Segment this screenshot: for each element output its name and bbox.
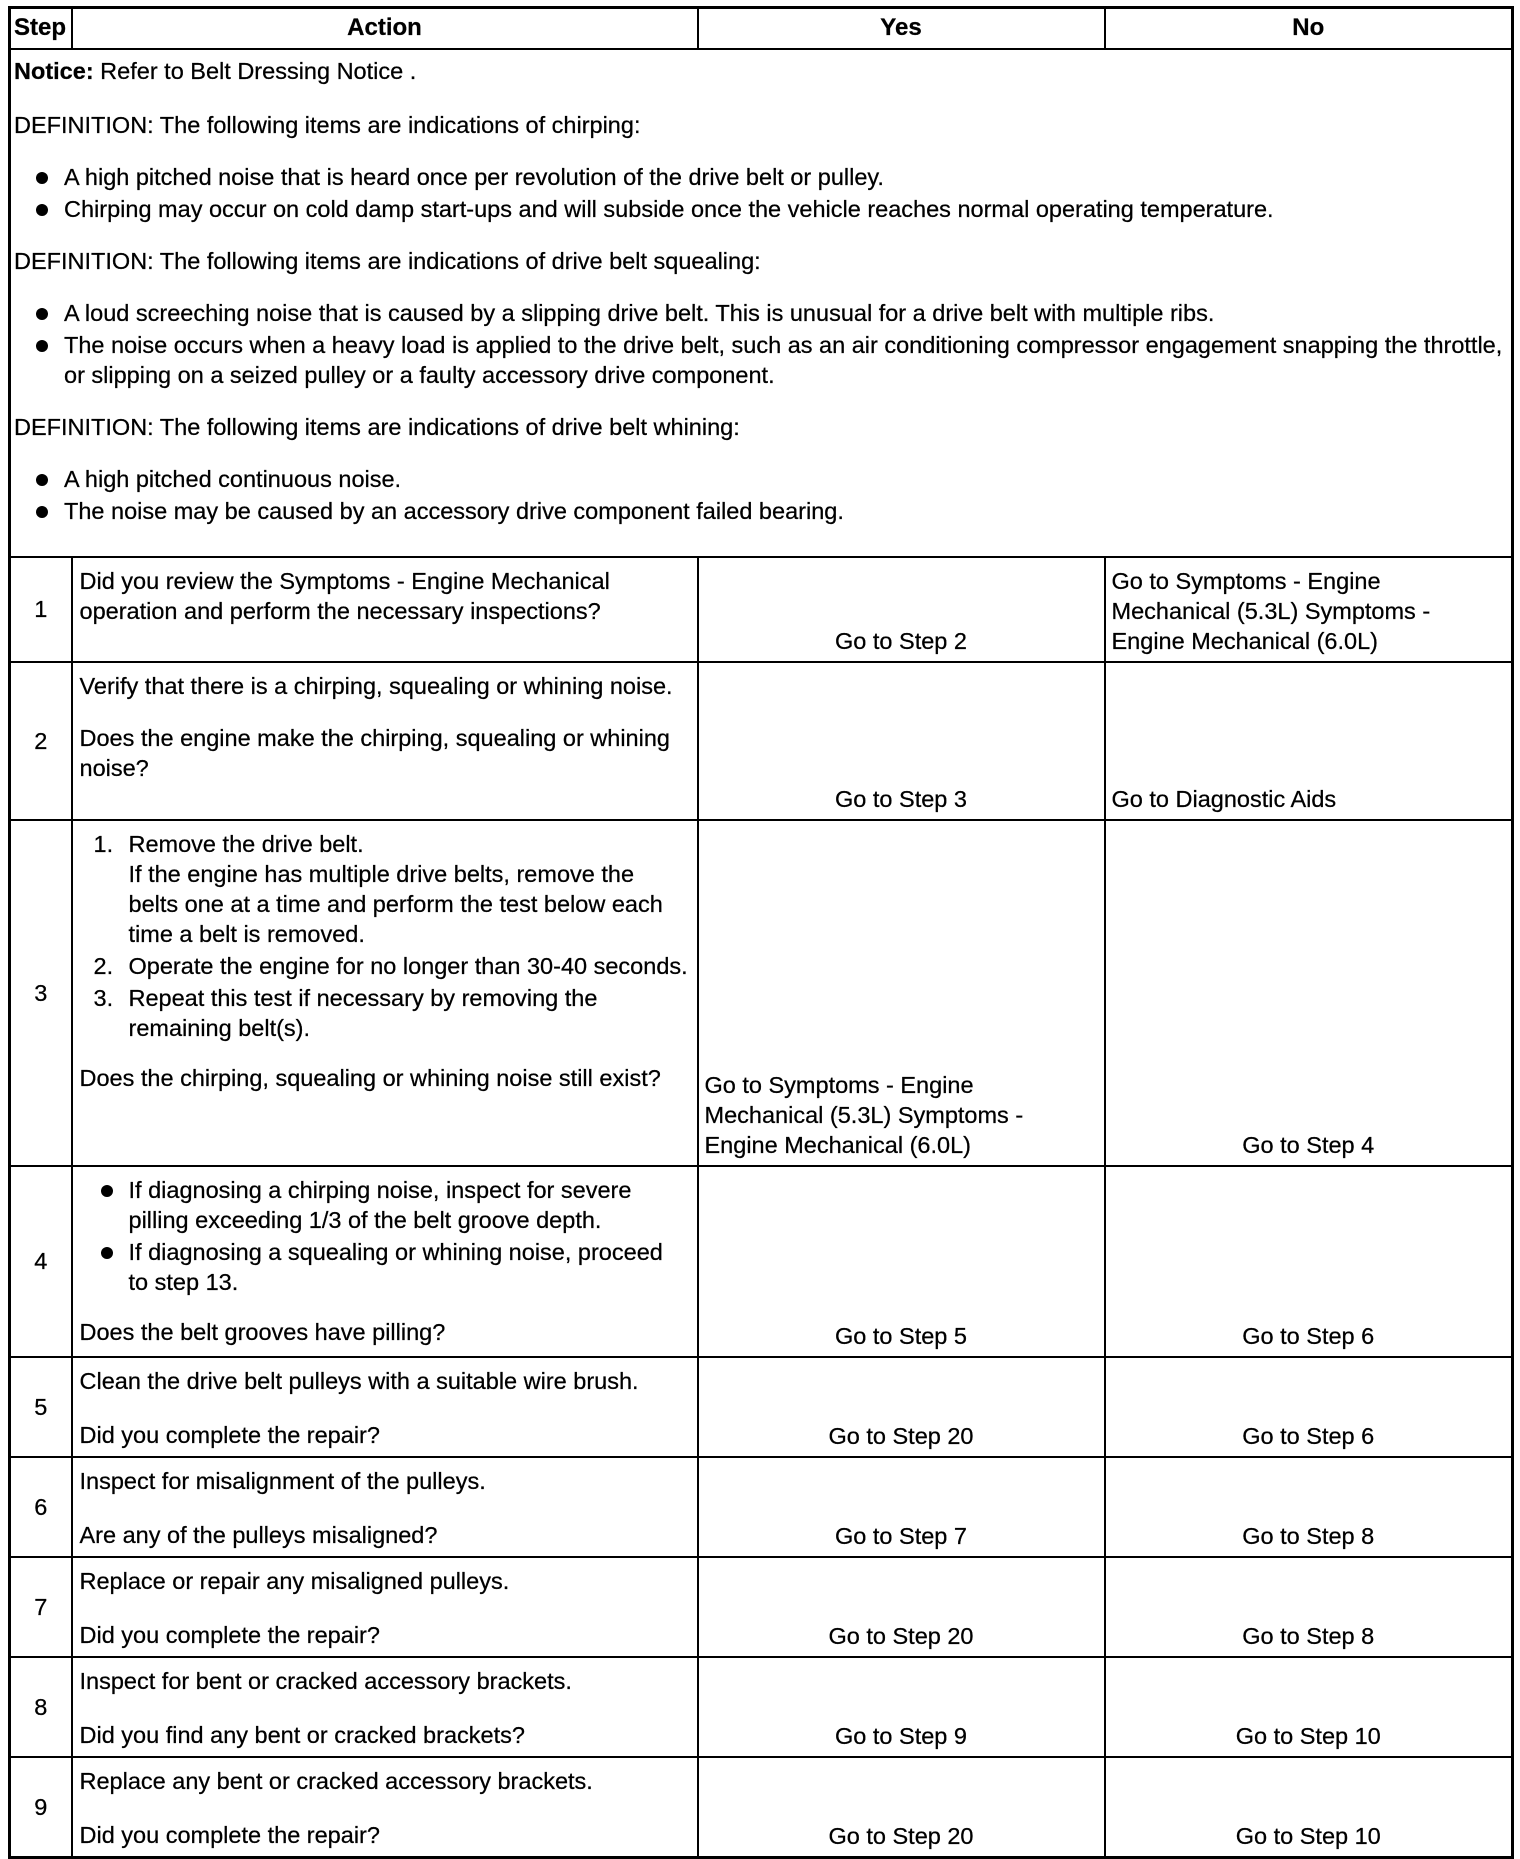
action-question: Does the engine make the chirping, squealing or whining noise? xyxy=(79,724,670,781)
no-cell: Go to Step 6 xyxy=(1105,1357,1513,1457)
bullet-list xyxy=(80,1175,689,1297)
yes-cell: Go to Step 20 xyxy=(698,1357,1105,1457)
substep-number: 2. xyxy=(93,952,114,979)
no-cell: Go to Step 6 xyxy=(1105,1166,1513,1357)
header-no: No xyxy=(1105,8,1513,49)
action-cell xyxy=(72,662,698,820)
no-cell: Go to Symptoms - Engine Mechanical (5.3L) Symptoms - Engine Mechanical (6.0L) xyxy=(1105,557,1513,662)
yes-cell: Go to Step 2 xyxy=(698,557,1105,662)
action-question: Did you complete the repair? xyxy=(79,1821,380,1848)
no-cell: Go to Diagnostic Aids xyxy=(1105,662,1513,820)
bullet-icon xyxy=(36,204,48,216)
list-item xyxy=(80,829,689,949)
substep-list xyxy=(80,829,689,1043)
substep-number: 1. xyxy=(93,830,114,857)
table-row xyxy=(10,1757,1513,1858)
action-text: Inspect for misalignment of the pulleys. xyxy=(79,1467,486,1494)
action-question: Does the chirping, squealing or whining noise still exist? xyxy=(79,1064,661,1091)
notice-text: Refer to Belt Dressing Notice . xyxy=(93,57,417,84)
notice-row xyxy=(10,49,1513,557)
action-question: Are any of the pulleys misaligned? xyxy=(79,1521,438,1548)
step-number: 9 xyxy=(10,1757,72,1858)
action-cell xyxy=(72,557,698,662)
list-item xyxy=(14,194,1505,224)
list-item xyxy=(80,1237,689,1297)
no-cell: Go to Step 10 xyxy=(1105,1757,1513,1858)
action-question: Did you find any bent or cracked brackets? xyxy=(79,1721,525,1748)
step-number: 4 xyxy=(10,1166,72,1357)
list-item xyxy=(80,951,689,981)
list-item xyxy=(14,330,1505,390)
table-row xyxy=(10,820,1513,1166)
header-action: Action xyxy=(72,8,698,49)
no-cell: Go to Step 10 xyxy=(1105,1657,1513,1757)
list-item-text: Chirping may occur on cold damp start-ups and will subside once the vehicle reaches normal operating temperature. xyxy=(64,195,1274,222)
list-item-text: The noise occurs when a heavy load is applied to the drive belt, such as an air conditioning compressor engagement snapping the throttle, or slipping on a seized pulley or a faulty accessory drive component. xyxy=(64,331,1503,388)
action-text: Replace or repair any misaligned pulleys. xyxy=(79,1567,510,1594)
action-question: Did you complete the repair? xyxy=(79,1621,380,1648)
action-cell xyxy=(72,1657,698,1757)
list-item-text: If diagnosing a chirping noise, inspect for severe pilling exceeding 1/3 of the belt groove depth. xyxy=(128,1176,632,1233)
header-row xyxy=(10,8,1513,49)
table-row xyxy=(10,1357,1513,1457)
list-item xyxy=(14,496,1505,526)
substep-number: 3. xyxy=(93,984,114,1011)
table-row xyxy=(10,1557,1513,1657)
no-cell: Go to Step 8 xyxy=(1105,1457,1513,1557)
action-cell xyxy=(72,1457,698,1557)
list-item-text: A high pitched noise that is heard once per revolution of the drive belt or pulley. xyxy=(64,163,884,190)
action-cell xyxy=(72,1357,698,1457)
no-cell: Go to Step 4 xyxy=(1105,820,1513,1166)
yes-cell: Go to Symptoms - Engine Mechanical (5.3L) Symptoms - Engine Mechanical (6.0L) xyxy=(698,820,1105,1166)
bullet-icon xyxy=(101,1247,113,1259)
chirping-list xyxy=(14,162,1505,224)
bullet-icon xyxy=(36,506,48,518)
table-row xyxy=(10,1166,1513,1357)
list-item-text: A loud screeching noise that is caused by a slipping drive belt. This is unusual for a drive belt with multiple ribs. xyxy=(64,299,1215,326)
no-cell: Go to Step 8 xyxy=(1105,1557,1513,1657)
list-item xyxy=(80,1175,689,1235)
bullet-icon xyxy=(36,308,48,320)
bullet-icon xyxy=(36,474,48,486)
diagnostic-table xyxy=(8,6,1514,1859)
action-text: Inspect for bent or cracked accessory brackets. xyxy=(79,1667,572,1694)
action-cell xyxy=(72,820,698,1166)
bullet-icon xyxy=(101,1185,113,1197)
notice-line xyxy=(14,56,1505,86)
bullet-icon xyxy=(36,172,48,184)
action-text: Verify that there is a chirping, squealing or whining noise. xyxy=(79,672,673,699)
list-item xyxy=(14,162,1505,192)
step-number: 2 xyxy=(10,662,72,820)
list-item xyxy=(80,983,689,1043)
step-number: 7 xyxy=(10,1557,72,1657)
squealing-list xyxy=(14,298,1505,390)
table-row xyxy=(10,1457,1513,1557)
action-text: Did you review the Symptoms - Engine Mechanical operation and perform the necessary inspections? xyxy=(79,567,610,624)
step-number: 3 xyxy=(10,820,72,1166)
yes-cell: Go to Step 5 xyxy=(698,1166,1105,1357)
list-item-text: The noise may be caused by an accessory drive component failed bearing. xyxy=(64,497,844,524)
bullet-icon xyxy=(36,340,48,352)
step-number: 1 xyxy=(10,557,72,662)
header-yes: Yes xyxy=(698,8,1105,49)
list-item-text: If diagnosing a squealing or whining noise, proceed to step 13. xyxy=(128,1238,663,1295)
notice-label: Notice: xyxy=(14,57,94,84)
chirping-definition: DEFINITION: The following items are indications of chirping: xyxy=(14,111,641,138)
action-cell xyxy=(72,1166,698,1357)
table-row xyxy=(10,557,1513,662)
yes-cell: Go to Step 3 xyxy=(698,662,1105,820)
substep-text: Remove the drive belt. If the engine has multiple drive belts, remove the belts one at a time and perform the test below each time a belt is removed. xyxy=(128,830,663,947)
list-item xyxy=(14,298,1505,328)
whining-definition: DEFINITION: The following items are indications of drive belt whining: xyxy=(14,413,740,440)
yes-cell: Go to Step 20 xyxy=(698,1757,1105,1858)
table-row xyxy=(10,1657,1513,1757)
substep-text: Operate the engine for no longer than 30-40 seconds. xyxy=(128,952,688,979)
action-text: Clean the drive belt pulleys with a suitable wire brush. xyxy=(79,1367,639,1394)
step-number: 6 xyxy=(10,1457,72,1557)
whining-list xyxy=(14,464,1505,526)
action-cell xyxy=(72,1557,698,1657)
yes-cell: Go to Step 9 xyxy=(698,1657,1105,1757)
yes-cell: Go to Step 7 xyxy=(698,1457,1105,1557)
step-number: 8 xyxy=(10,1657,72,1757)
list-item-text: A high pitched continuous noise. xyxy=(64,465,402,492)
substep-text: Repeat this test if necessary by removing the remaining belt(s). xyxy=(128,984,598,1041)
squealing-definition: DEFINITION: The following items are indications of drive belt squealing: xyxy=(14,247,761,274)
action-question: Does the belt grooves have pilling? xyxy=(79,1318,446,1345)
action-cell xyxy=(72,1757,698,1858)
yes-cell: Go to Step 20 xyxy=(698,1557,1105,1657)
table-row xyxy=(10,662,1513,820)
action-question: Did you complete the repair? xyxy=(79,1421,380,1448)
notice-cell xyxy=(10,49,1513,557)
header-step: Step xyxy=(10,8,72,49)
step-number: 5 xyxy=(10,1357,72,1457)
list-item xyxy=(14,464,1505,494)
action-text: Replace any bent or cracked accessory brackets. xyxy=(79,1767,593,1794)
